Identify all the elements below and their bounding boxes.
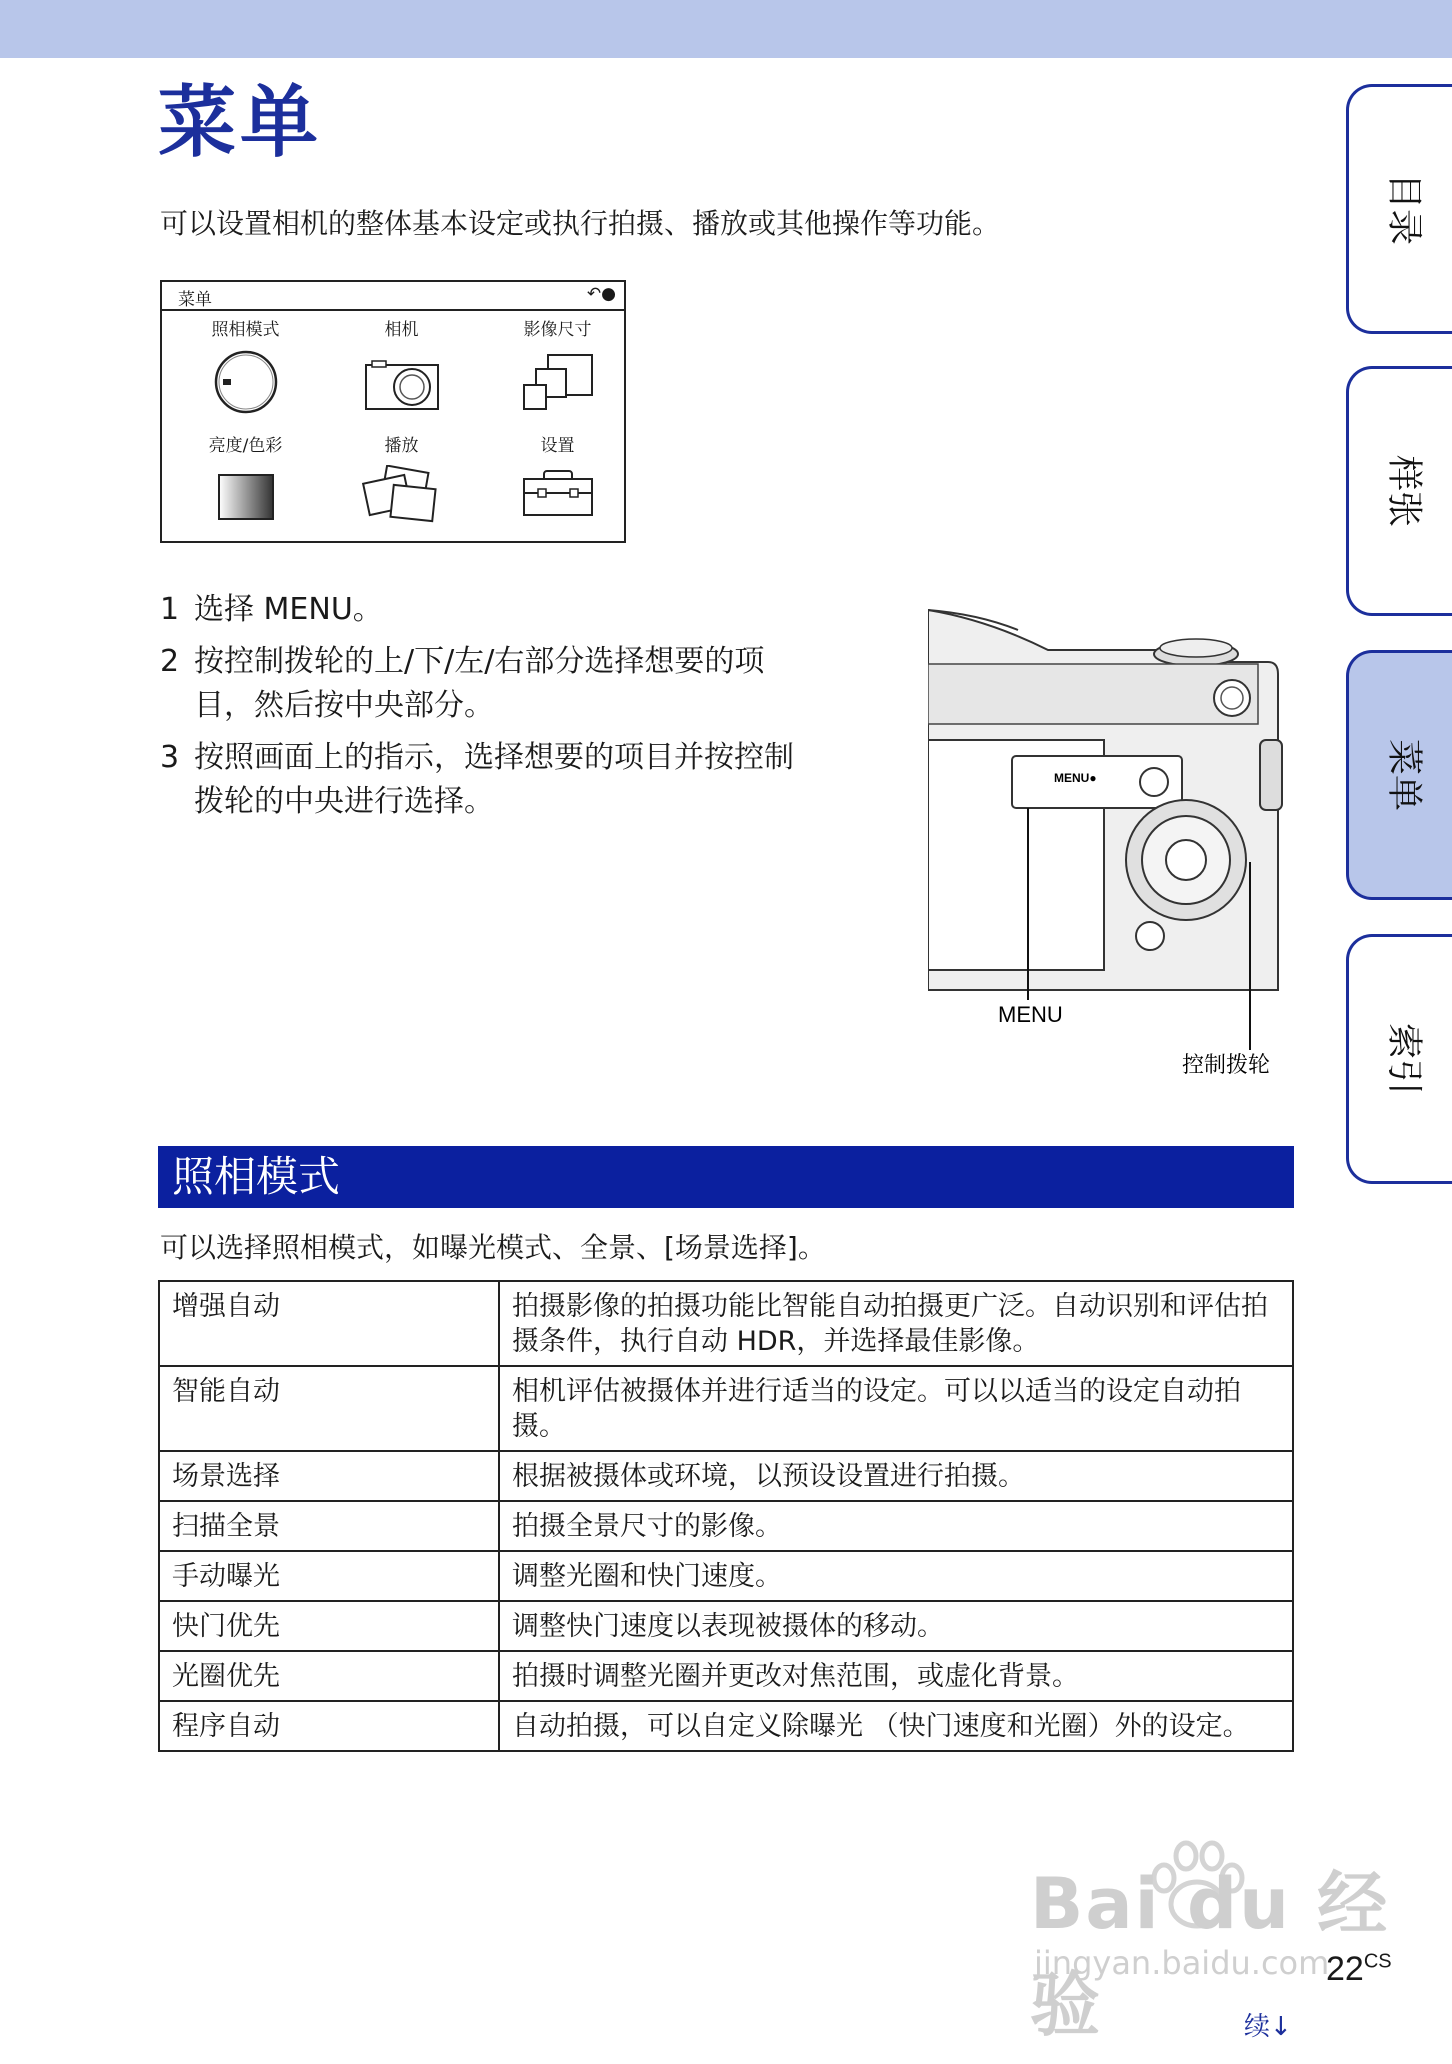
mode-description: 调整快门速度以表现被摄体的移动。 [499, 1601, 1293, 1651]
menu-item-label: 影像尺寸 [523, 320, 592, 340]
intro-text: 可以设置相机的整体基本设定或执行拍摄、播放或其他操作等功能。 [160, 207, 1001, 240]
menu-screen-label: MENU● [1054, 771, 1097, 785]
mode-description: 拍摄时调整光圈并更改对焦范围，或虚化背景。 [499, 1651, 1293, 1701]
step-text: 选择 MENU。 [194, 592, 383, 627]
section-header [158, 1146, 1294, 1208]
menu-item-brightness-color [168, 438, 323, 521]
page-title: 菜单 [158, 78, 323, 168]
step-item [160, 588, 820, 632]
menu-item-image-size [480, 322, 635, 415]
table-row [159, 1366, 1293, 1451]
step-number: 1 [160, 592, 180, 627]
callout-menu-label: MENU [998, 1002, 1063, 1027]
tab-label: 菜单 [1383, 738, 1425, 812]
mode-description: 拍摄影像的拍摄功能比智能自动拍摄更广泛。自动识别和评估拍摄条件，执行自动 HDR，并选择最佳影像。 [499, 1281, 1293, 1366]
page-number [1326, 1950, 1392, 1989]
mode-name: 快门优先 [159, 1601, 499, 1651]
step-number: 2 [160, 644, 180, 679]
menu-item-playback [324, 438, 479, 525]
menu-item-label: 亮度/色彩 [208, 436, 283, 456]
watermark-logo: Bai du 经验 [1030, 1863, 1390, 2046]
shooting-mode-dial-icon [211, 349, 281, 415]
menu-item-label: 相机 [384, 320, 419, 340]
tab-contents[interactable] [1346, 84, 1452, 334]
tab-menu[interactable] [1346, 650, 1452, 900]
camera-back-illustration [928, 590, 1288, 1090]
menu-item-label: 播放 [384, 436, 419, 456]
tab-samples[interactable] [1346, 366, 1452, 616]
camera-icon [362, 349, 442, 415]
mode-description: 调整光圈和快门速度。 [499, 1551, 1293, 1601]
menu-item-setup [480, 438, 635, 521]
section-description: 可以选择照相模式，如曝光模式、全景、[场景选择]。 [160, 1231, 826, 1264]
menu-item-camera [324, 322, 479, 415]
tab-index[interactable] [1346, 934, 1452, 1184]
mode-name: 扫描全景 [159, 1501, 499, 1551]
step-number: 3 [160, 740, 180, 775]
continued-link[interactable]: 续↓ [1244, 2012, 1292, 2042]
toolbox-icon [518, 465, 598, 521]
image-size-icon [518, 349, 598, 415]
step-text: 按控制拨轮的上/下/左/右部分选择想要的项目，然后按中央部分。 [194, 644, 765, 723]
mode-name: 手动曝光 [159, 1551, 499, 1601]
tab-label: 样张 [1383, 454, 1425, 528]
mode-description: 自动拍摄，可以自定义除曝光 （快门速度和光圈）外的设定。 [499, 1701, 1293, 1751]
mode-description: 根据被摄体或环境，以预设设置进行拍摄。 [499, 1451, 1293, 1501]
step-text: 按照画面上的指示，选择想要的项目并按控制拨轮的中央进行选择。 [194, 740, 794, 819]
table-row [159, 1551, 1293, 1601]
mode-description: 相机评估被摄体并进行适当的设定。可以以适当的设定自动拍摄。 [499, 1366, 1293, 1451]
tab-label: 目录 [1383, 172, 1425, 246]
playback-photos-icon [360, 465, 444, 525]
menu-item-shooting-mode [168, 322, 323, 415]
mode-description: 拍摄全景尺寸的影像。 [499, 1501, 1293, 1551]
menu-item-label: 照相模式 [211, 320, 280, 340]
menu-screen-illustration [160, 280, 626, 543]
table-row [159, 1651, 1293, 1701]
brightness-gradient-icon [216, 465, 276, 521]
step-item [160, 640, 814, 728]
mode-name: 场景选择 [159, 1451, 499, 1501]
table-row [159, 1701, 1293, 1751]
table-row [159, 1281, 1293, 1366]
watermark-url: jingyan.baidu.com [1034, 1944, 1330, 1982]
table-row [159, 1451, 1293, 1501]
section-title: 照相模式 [172, 1152, 341, 1201]
table-row [159, 1601, 1293, 1651]
step-list [160, 588, 820, 832]
page-number-value: 22 [1326, 1950, 1364, 1988]
page-suffix: CS [1363, 1950, 1392, 1973]
step-item [160, 736, 794, 824]
menu-screen-title: 菜单 [178, 290, 212, 310]
back-icon: ↶● [586, 284, 616, 304]
mode-name: 光圈优先 [159, 1651, 499, 1701]
top-banner [0, 0, 1452, 58]
mode-name: 程序自动 [159, 1701, 499, 1751]
mode-name: 智能自动 [159, 1366, 499, 1451]
tab-label: 索引 [1383, 1022, 1425, 1096]
shooting-mode-table [158, 1280, 1294, 1752]
menu-item-label: 设置 [540, 436, 575, 456]
callout-control-wheel-label: 控制拨轮 [1182, 1053, 1271, 1078]
menu-screen-header [162, 282, 624, 311]
mode-name: 增强自动 [159, 1281, 499, 1366]
table-row [159, 1501, 1293, 1551]
